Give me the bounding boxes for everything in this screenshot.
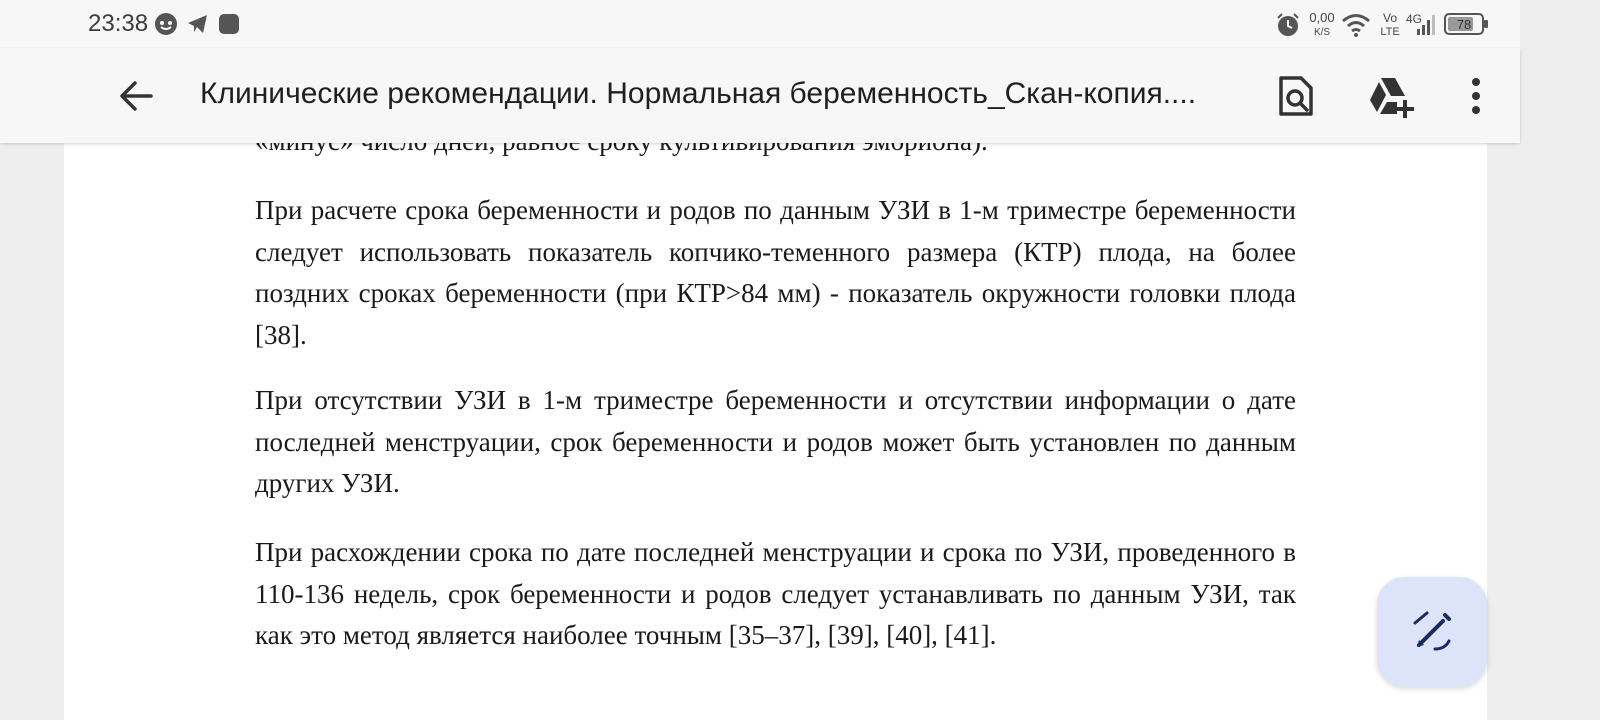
document-title: Клинические рекомендации. Нормальная беременность_Скан-копия.... xyxy=(200,77,1197,110)
edit-fab-button[interactable] xyxy=(1377,577,1487,687)
find-in-document-button[interactable] xyxy=(1270,70,1322,122)
battery-icon xyxy=(1444,12,1490,36)
side-gesture-bar xyxy=(1520,0,1600,720)
network-speed-value: 0,00 xyxy=(1309,10,1335,25)
network-speed-indicator xyxy=(1305,8,1339,38)
telegram-notification-icon xyxy=(186,12,210,36)
add-to-drive-button[interactable] xyxy=(1365,70,1417,122)
app-bar xyxy=(0,48,1520,143)
document-paragraph: При отсутствии УЗИ в 1-м триместре беременности и отсутствии информации о дате последней менструации, срок беременности и родов может быть установлен по данным других УЗИ. xyxy=(255,385,1296,498)
network-speed-unit: K/S xyxy=(1313,27,1331,38)
more-options-button[interactable] xyxy=(1450,70,1502,122)
app-notification-icon xyxy=(217,12,241,36)
status-time: 23:38 xyxy=(88,10,149,37)
edit-pen-icon xyxy=(1409,609,1455,655)
wifi-icon xyxy=(1341,12,1371,38)
volte-indicator xyxy=(1376,9,1404,39)
add-to-drive-icon xyxy=(1367,74,1415,118)
document-paragraph: При расхождении срока по дате последней менструации и срока по УЗИ, проведенного в 110-136 недель, срок беременности и родов следует устанавливать по данным УЗИ, так как это метод является наиболее точным [35–37], [39], [40], [41]. xyxy=(255,537,1296,650)
cellular-signal-icon xyxy=(1406,9,1438,39)
messenger-notification-icon xyxy=(154,12,178,36)
arrow-back-icon xyxy=(117,77,155,115)
volte-top: Vo xyxy=(1382,11,1398,25)
status-bar xyxy=(0,0,1520,48)
battery-level: 78 xyxy=(1456,17,1472,32)
network-type: 4G xyxy=(1406,12,1423,26)
find-in-document-icon xyxy=(1276,74,1316,118)
document-paragraph: При расчете срока беременности и родов по данным УЗИ в 1-м триместре беременности следует использовать показатель копчико-теменного размера (КТР) плода, на более поздних сроках беременности (при КТР>84 мм) - показатель окружности головки плода [38]. xyxy=(255,195,1296,350)
more-vert-icon xyxy=(1469,76,1483,116)
volte-bottom: LTE xyxy=(1380,26,1400,38)
back-button[interactable] xyxy=(110,70,162,122)
alarm-icon xyxy=(1275,12,1301,38)
